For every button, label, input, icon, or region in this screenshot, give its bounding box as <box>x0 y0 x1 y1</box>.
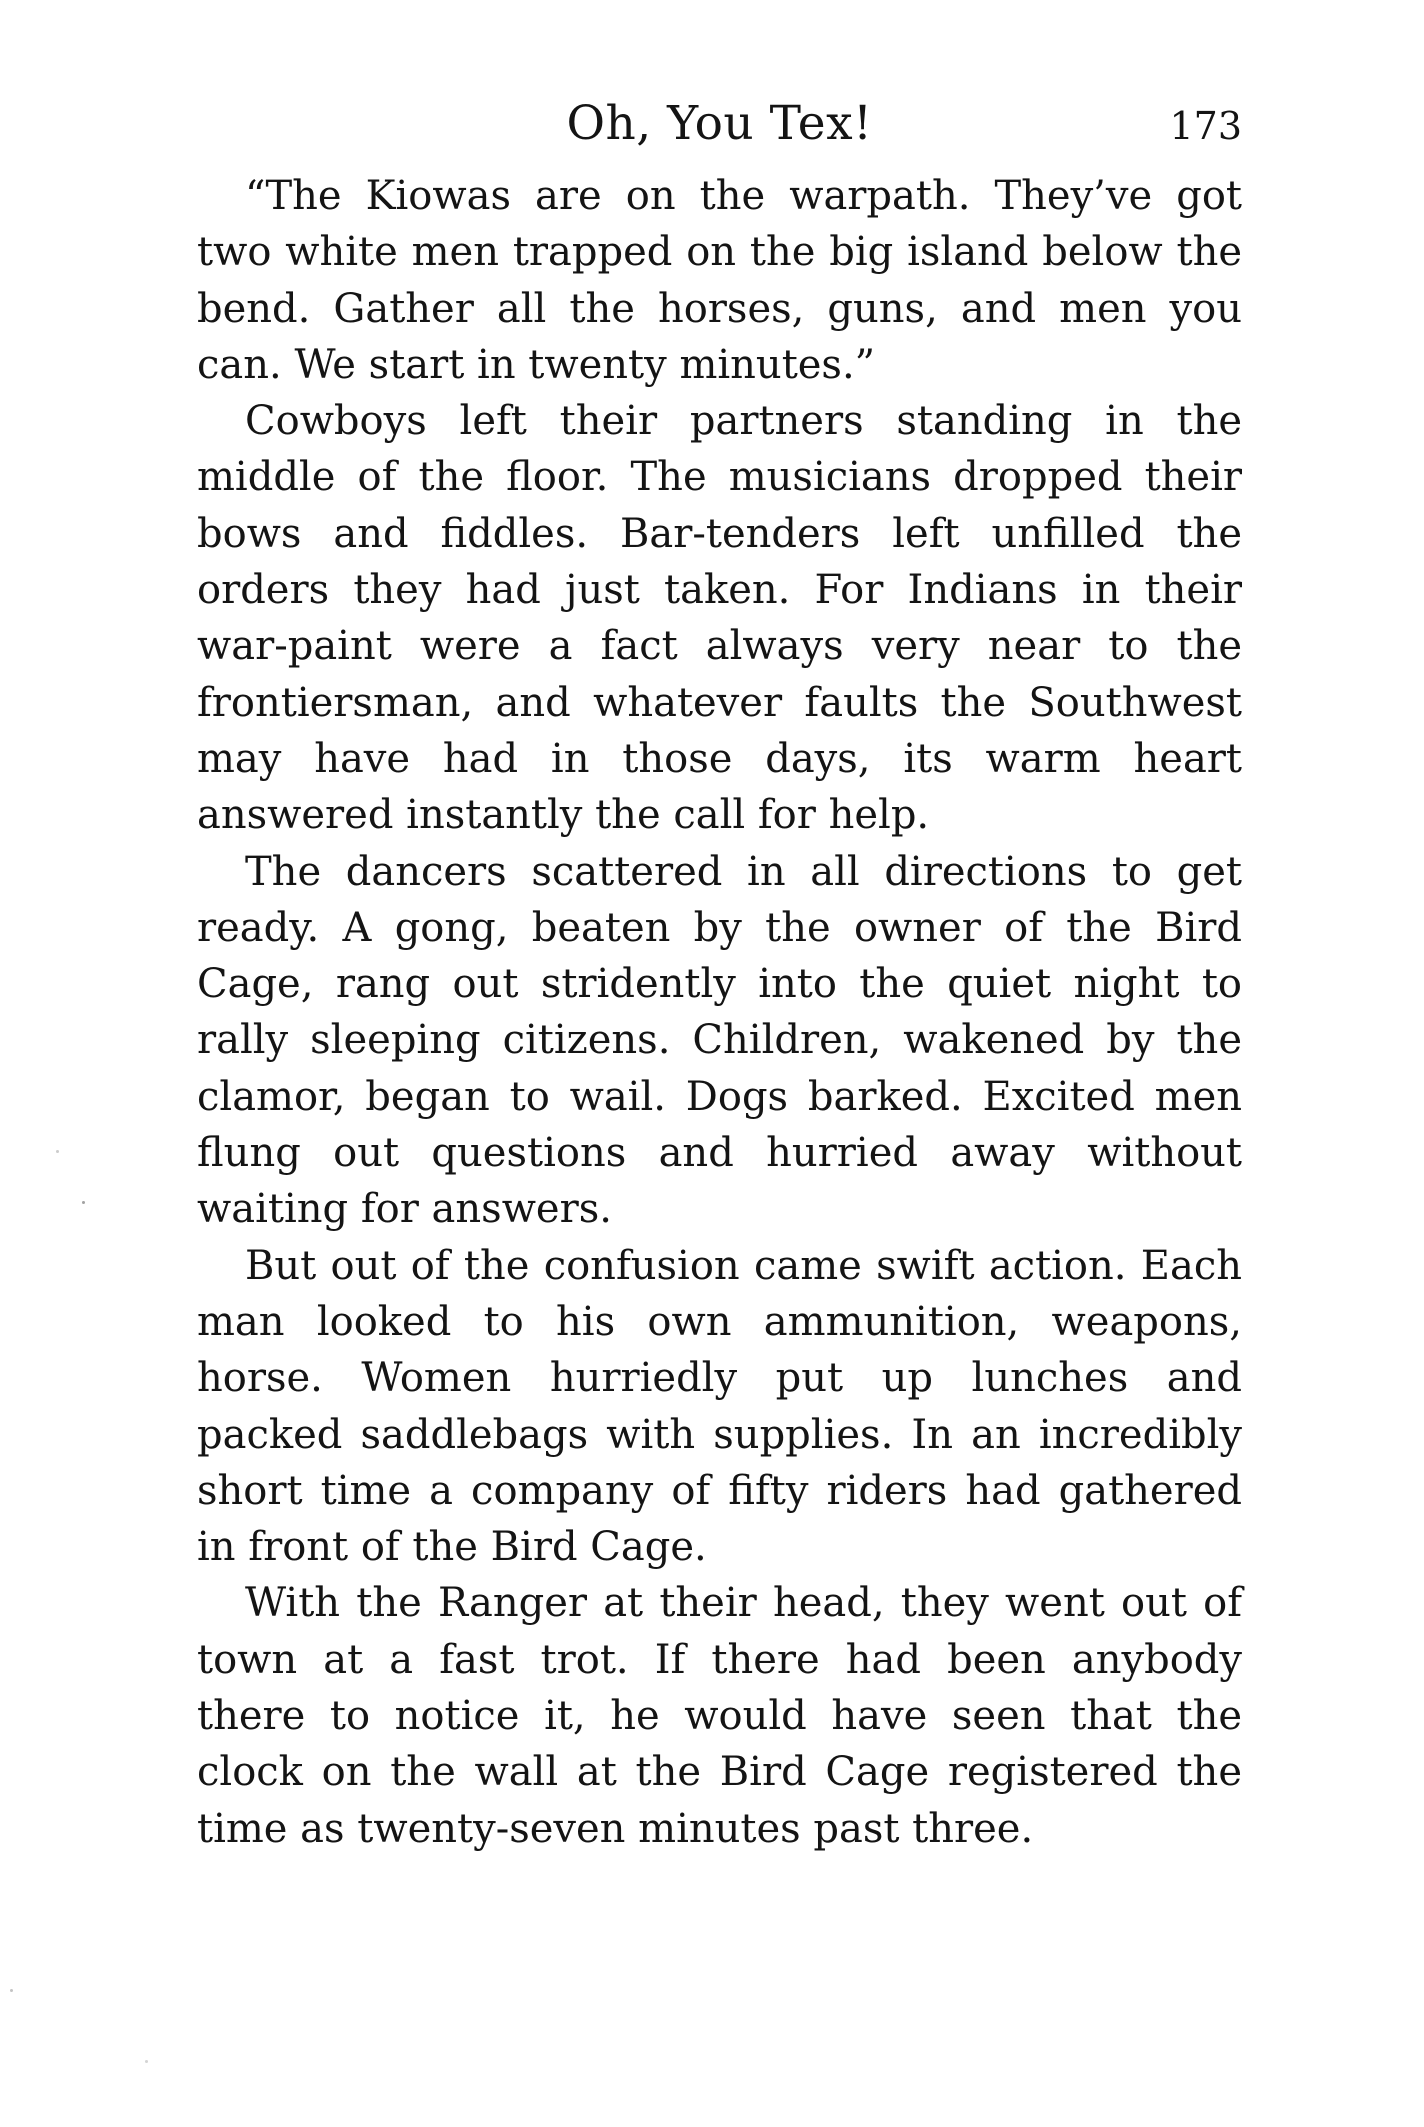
body-text <box>197 168 1242 1857</box>
scan-speck <box>82 1201 85 1204</box>
paragraph-2: Cowboys left their partners standing in the middle of the floor. The musicians dropped their bows and fiddles. Bar-tenders left unfilled the orders they had just taken. For Indians in their war-paint were a fact always very near to the frontiersman, and whatever faults the Southwest may have had in those days, its warm heart answered instantly the call for help. <box>197 398 1242 839</box>
paragraph-1: “The Kiowas are on the warpath. They’ve got two white men trapped on the big island below the bend. Gather all the horses, guns, and men you can. We start in twenty minutes.” <box>197 173 1242 388</box>
paragraph-5: With the Ranger at their head, they went out of town at a fast trot. If there had been anybody there to notice it, he would have seen that the clock on the wall at the Bird Cage registered the time as twenty-seven minutes past three. <box>197 1580 1242 1852</box>
paragraph-3: The dancers scattered in all directions to get ready. A gong, beaten by the owner of the Bird Cage, rang out stridently into the quiet night to rally sleeping citizens. Children, wakened by the clamor, began to wail. Dogs barked. Excited men flung out questions and hurried away without waiting for answers. <box>197 848 1242 1233</box>
scan-speck <box>10 1989 13 1992</box>
book-page <box>197 92 1242 1857</box>
scan-speck <box>145 2060 148 2063</box>
scan-speck <box>56 1150 59 1153</box>
paragraph-4: But out of the confusion came swift action. Each man looked to his own ammunition, weapons, horse. Women hurriedly put up lunches and packed saddlebags with supplies. In an incredibly short time a company of fifty riders had gathered in front of the Bird Cage. <box>197 1242 1242 1571</box>
page-number: 173 <box>1169 104 1242 148</box>
running-title: Oh, You Tex! <box>566 96 873 151</box>
running-head <box>197 92 1242 162</box>
